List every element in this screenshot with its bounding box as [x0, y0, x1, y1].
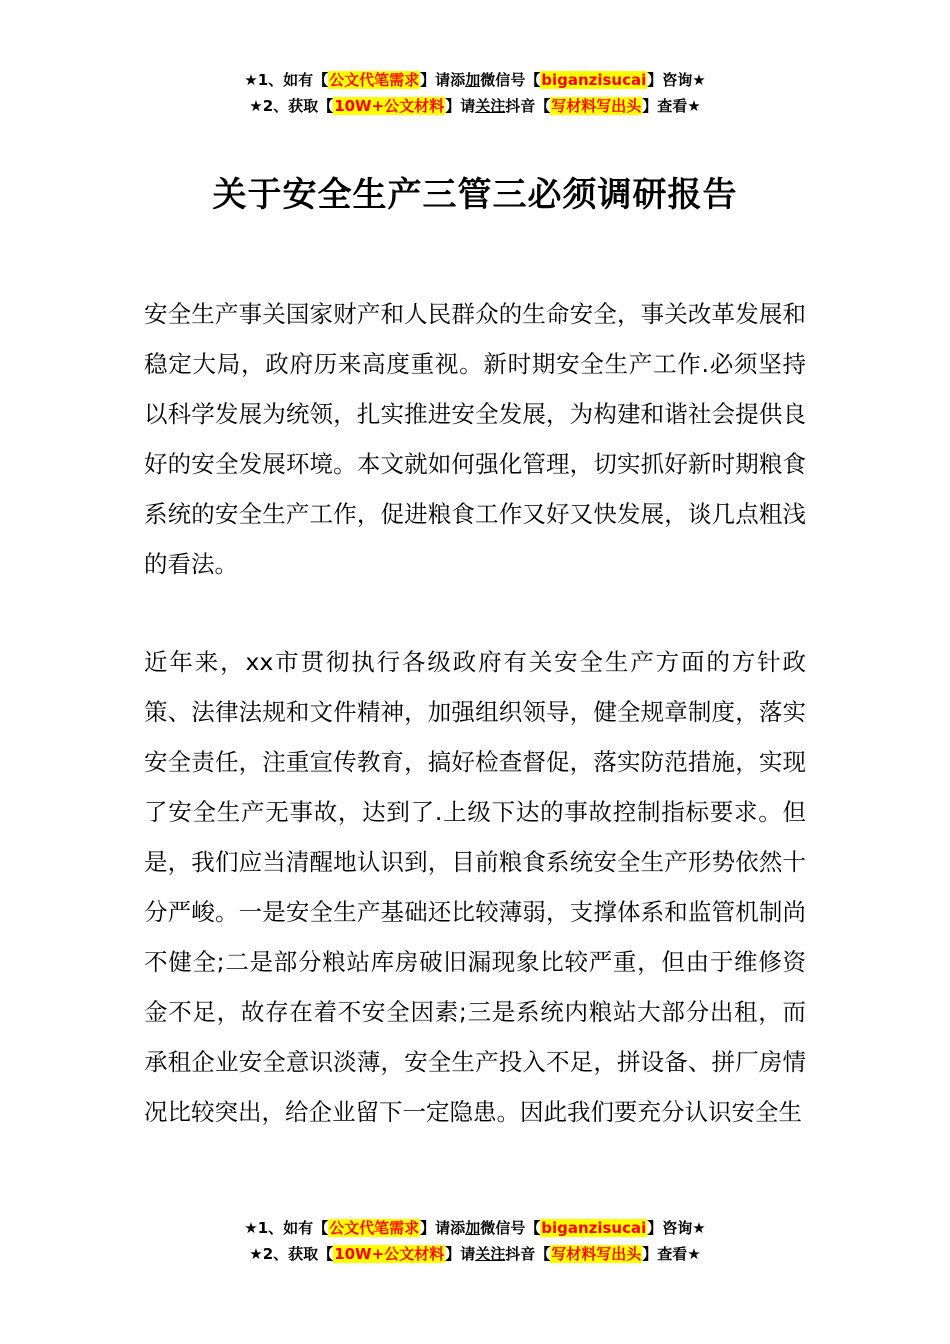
promo-wechat-id: biganzisucai [541, 1219, 647, 1237]
paragraph-intro: 安全生产事关国家财产和人民群众的生命安全，事关改革发展和稳定大局，政府历来高度重视。新时期安全生产工作.必须坚持以科学发展为统领，扎实推进安全发展，为构建和谐社会提供良好的安全发展环境。本文就如何强化管理，切实抓好新时期粮食系统的安全生产工作，促进粮食工作又好又快发展，谈几点粗浅的看法。 [144, 300, 806, 578]
promo-text: 抖音【 [505, 97, 551, 115]
promo-text: ★2、获取【 [249, 97, 334, 115]
promo-highlight: 10W+公文材料 [334, 1245, 445, 1263]
promo-text: 】咨询★ [647, 71, 706, 89]
promo-text: 抖音【 [505, 1245, 551, 1263]
footer-promo [0, 1215, 950, 1267]
promo-line-2 [0, 1241, 950, 1267]
promo-text: ★2、获取【 [249, 1245, 334, 1263]
promo-wechat-id: biganzisucai [541, 71, 647, 89]
promo-text: 】咨询★ [647, 1219, 706, 1237]
paragraph-situation: 近年来，xx市贯彻执行各级政府有关安全生产方面的方针政策、法律法规和文件精神，加强组织领导，健全规章制度，落实安全责任，注重宣传教育，搞好检查督促，落实防范措施，实现了安全生产无事故，达到了.上级下达的事故控制指标要求。但是，我们应当清醒地认识到，目前粮食系统安全生产形势依然十分严峻。一是安全生产基础还比较薄弱，支撑体系和监管机制尚不健全;二是部分粮站库房破旧漏现象比较严重，但由于维修资金不足，故存在着不安全因素;三是系统内粮站大部分出租，而承租企业安全意识淡薄，安全生产投入不足，拼设备、拼厂房情况比较突出，给企业留下一定隐患。因此我们要充分认识安全生 [144, 648, 806, 1126]
promo-text: 】查看★ [642, 1245, 701, 1263]
header-promo [0, 67, 950, 119]
promo-text: 】请添 [420, 71, 466, 89]
promo-text: 关注 [475, 97, 506, 115]
promo-line-1 [0, 1215, 950, 1241]
promo-douyin-id: 写材料写出头 [551, 1245, 642, 1263]
promo-line-2 [0, 93, 950, 119]
promo-text: ★1、如有【 [244, 71, 329, 89]
promo-text: ★1、如有【 [244, 1219, 329, 1237]
promo-text: 】查看★ [642, 97, 701, 115]
promo-text: 】请 [445, 97, 476, 115]
promo-text: 微信号【 [480, 1219, 541, 1237]
promo-text: 】请添 [420, 1219, 466, 1237]
promo-highlight: 公文代笔需求 [329, 1219, 420, 1237]
document-title: 关于安全生产三管三必须调研报告 [212, 174, 738, 215]
promo-douyin-id: 写材料写出头 [551, 97, 642, 115]
promo-highlight: 10W+公文材料 [334, 97, 445, 115]
promo-text: 加 [465, 1219, 481, 1237]
promo-line-1 [0, 67, 950, 93]
promo-highlight: 公文代笔需求 [329, 71, 420, 89]
promo-text: 】请 [445, 1245, 476, 1263]
promo-text: 关注 [475, 1245, 506, 1263]
promo-text: 微信号【 [480, 71, 541, 89]
promo-text: 加 [465, 71, 481, 89]
